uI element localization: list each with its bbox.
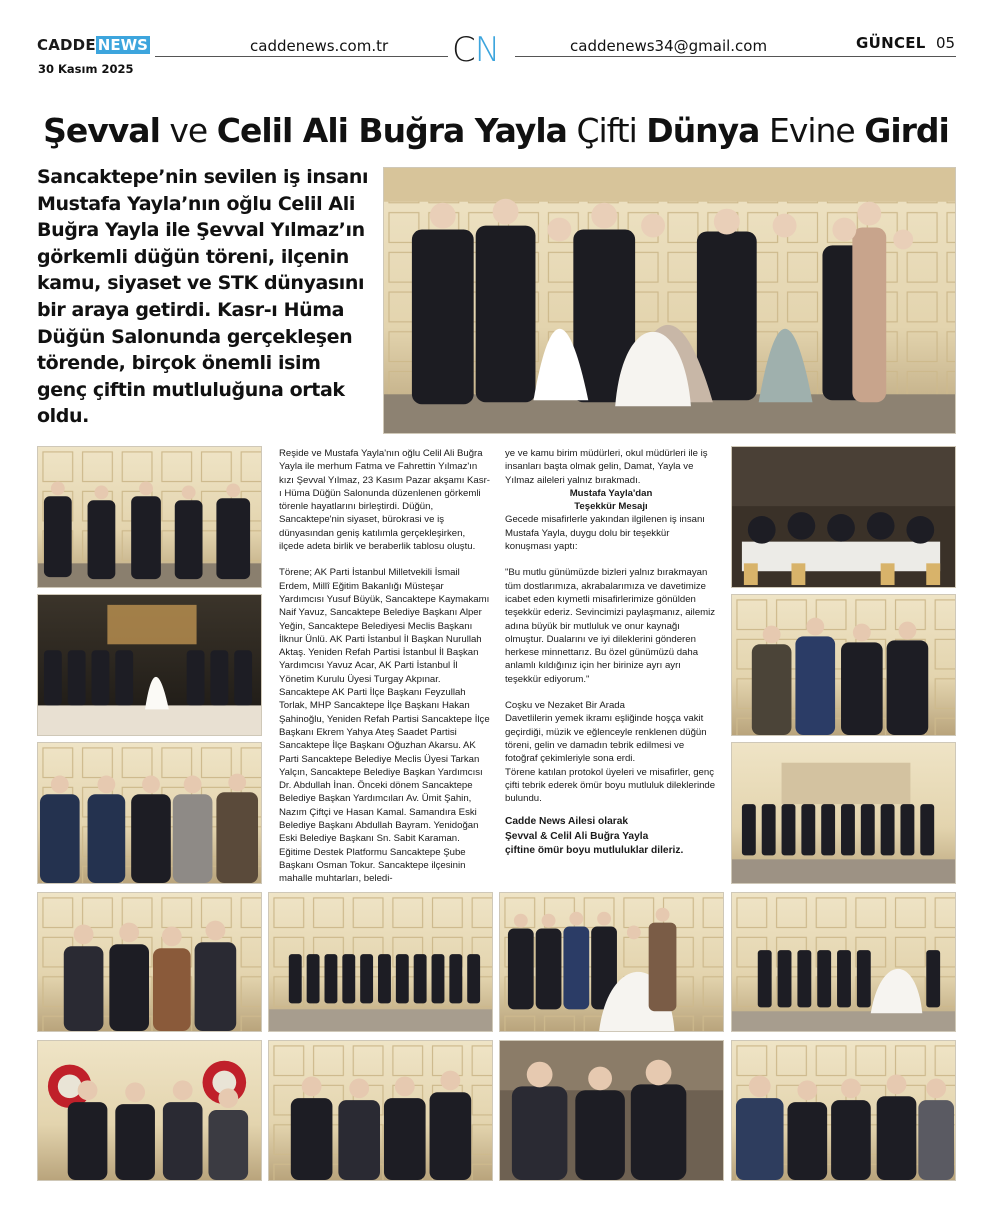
closing-line: Cadde News Ailesi olarak — [505, 816, 629, 828]
article-paragraph: Törene katılan protokol üyeleri ve misafirler, genç çifti tebrik ederek ömür boyu mutluluk dileklerinde bulundu. — [505, 766, 716, 805]
guest-group-photo — [268, 1040, 493, 1181]
page-number: 05 — [936, 34, 956, 52]
article-paragraph: Davetlilerin yemek ikramı eşliğinde hoşça vakit geçirdiği, müzik ve eğlenceyle renklenen düğün töreni, gelin ve damadın tebrik edilmesi ve fotoğraf çekimleriyle sona erdi. — [505, 713, 707, 765]
website-link[interactable]: caddenews.com.tr — [250, 37, 389, 55]
headline-part: ve — [169, 111, 208, 150]
guest-group-photo — [731, 1040, 956, 1181]
article-column-2 — [505, 447, 717, 859]
reception-tables-photo — [731, 446, 956, 588]
subheading: Teşekkür Mesajı — [574, 501, 648, 513]
guest-group-photo — [37, 742, 262, 884]
section-label: GÜNCEL — [856, 34, 926, 52]
bride-groom-guests-photo — [499, 892, 724, 1032]
headline-part: Girdi — [864, 111, 949, 150]
wedding-main-photo — [383, 167, 956, 434]
cn-monogram — [452, 30, 499, 70]
headline-part: Çifti — [576, 111, 637, 150]
quote-paragraph: "Bu mutlu günümüzde bizleri yalnız bırakmayan tüm dostlarımıza, akrabalarımıza ve davetimize icabet eden kıymetli misafirlerimize gönülden teşekkür ederiz. Sevincimizi paylaşmanız, ailemiz adına büyük bir mutluluk ve onur kaynağı olmuştur. Dualarını ve iyi dileklerini gönderen herkese minnettarız. Bu özel günümüzü daha anlamlı kıldığınız için her birinize ayrı ayrı teşekkür ediyorum." — [505, 567, 716, 685]
closing-line: çiftine ömür boyu mutluluklar dileriz. — [505, 845, 684, 857]
article-column-1 — [279, 447, 491, 886]
email-link[interactable]: caddenews34@gmail.com — [570, 37, 768, 55]
guests-with-flowers-photo — [37, 1040, 262, 1181]
guest-group-photo — [499, 1040, 724, 1181]
cadde-news-logo — [37, 36, 157, 58]
guest-group-photo — [37, 892, 262, 1032]
guest-group-photo — [37, 446, 262, 588]
logo-text-cadde: CADDE — [37, 36, 96, 54]
headline-part: Dünya — [646, 111, 760, 150]
guest-group-photo — [731, 742, 956, 884]
monogram-c: C — [452, 30, 475, 70]
closing-line: Şevval & Celil Ali Buğra Yayla — [505, 830, 649, 842]
lead-paragraph: Sancaktepe’nin sevilen iş insanı Mustafa Yayla’nın oğlu Celil Ali Buğra Yayla ile Şevval Yılmaz’ın görkemli düğün töreni, ilçenin kamu, siyaset ve STK dünyasını bir araya getirdi. Kasr-ı Hüma Düğün Salonunda gerçekleşen törende, birçok önemli isim genç çiftin mutluluğuna ortak oldu. — [37, 166, 369, 428]
article-paragraph: Törene; AK Parti İstanbul Milletvekili İsmail Erdem, Millî Eğitim Bakanlığı Müsteşar Yardımcısı Yusuf Büyük, Sancaktepe Kaymakamı Naif Yavuz, Sancaktepe Belediye Başkanı Alper Yeğin, Sancaktepe Belediyesi Meclis Başkanı İlknur Ünlü. AK Parti İstanbul İl Başkan Nurullah Aktaş. Yeniden Refah Partisi İstanbul İl Başkan Yardımcısı Yavuz Acar, AK Parti İstanbul İl Yönetim Kurulu Üyesi Turgay Akpınar. Sancaktepe AK Parti İlçe Başkanı Feyzullah Torlak, MHP Sancaktepe İlçe Başkanı Hakan Şahinoğlu, Yeniden Refah Partisi Sancaktepe İlçe Başkanı Ekrem Yahya Ateş Saadet Partisi Sancaktepe İlçe Başkanı Oğuzhan Akarsu. AK Parti Sancaktepe Belediye Meclis Üyesi Tarkan Yalçın, Sancaktepe Belediye Başkan Yardımcısı Dr. Abdullah İnan. Önceki dönem Sancaktepe Belediye Başkan Yardımcıları Av. Ümit Şahin, Nazım Çiftçi ve Hasan Kamal. Samandıra Eski Belediye Başkanı Abdullah Bayram. Yenidoğan Eski Belediye Başkanı Sn. Sabit Karaman. Eğitime Destek Platformu Sancaktepe Şube Başkanı Osman Tokur. Sancaktepe ilçesinin mahalle muhtarları, beledi- — [279, 567, 490, 885]
guest-group-photo — [37, 594, 262, 736]
bride-groom-guests-photo — [731, 892, 956, 1032]
header-rule-right — [515, 56, 956, 57]
subheading: Mustafa Yayla'dan — [569, 487, 653, 499]
headline-part: Evine — [768, 111, 855, 150]
headline-part: Celil Ali Buğra Yayla — [216, 111, 567, 150]
header-rule-left — [155, 56, 448, 57]
headline-part: Şevval — [43, 111, 160, 150]
article-paragraph: Reşide ve Mustafa Yayla'nın oğlu Celil Ali Buğra Yayla ile merhum Fatma ve Fahrettin Yılmaz'ın kızı Şevval Yılmaz, 23 Kasım Pazar akşamı Kasr-ı Hüma Düğün Salonunda düzenlenen görkemli törenle hayatlarını birleştirdi. Düğün, Sancaktepe'nin siyaset, bürokrasi ve iş dünyasından geniş katılımla gerçekleşirken, ilçede adeta birlik ve beraberlik tablosu oluştu. — [279, 448, 490, 553]
guest-group-photo — [731, 594, 956, 736]
logo-text-news: NEWS — [97, 36, 148, 54]
guest-group-photo — [268, 892, 493, 1032]
subheading: Coşku ve Nezaket Bir Arada — [505, 700, 625, 712]
monogram-n: N — [474, 30, 500, 70]
article-paragraph: ye ve kamu birim müdürleri, okul müdürleri ile iş insanları başta olmak gelin, Damat, Yayla ve Yılmaz aileleri yalnız bırakmadı. — [505, 448, 708, 486]
issue-date: 30 Kasım 2025 — [38, 62, 134, 76]
headline — [20, 108, 972, 154]
article-paragraph: Gecede misafirlerle yakından ilgilenen iş insanı Mustafa Yayla, duygu dolu bir teşekkür konuşması yaptı: — [505, 514, 705, 553]
